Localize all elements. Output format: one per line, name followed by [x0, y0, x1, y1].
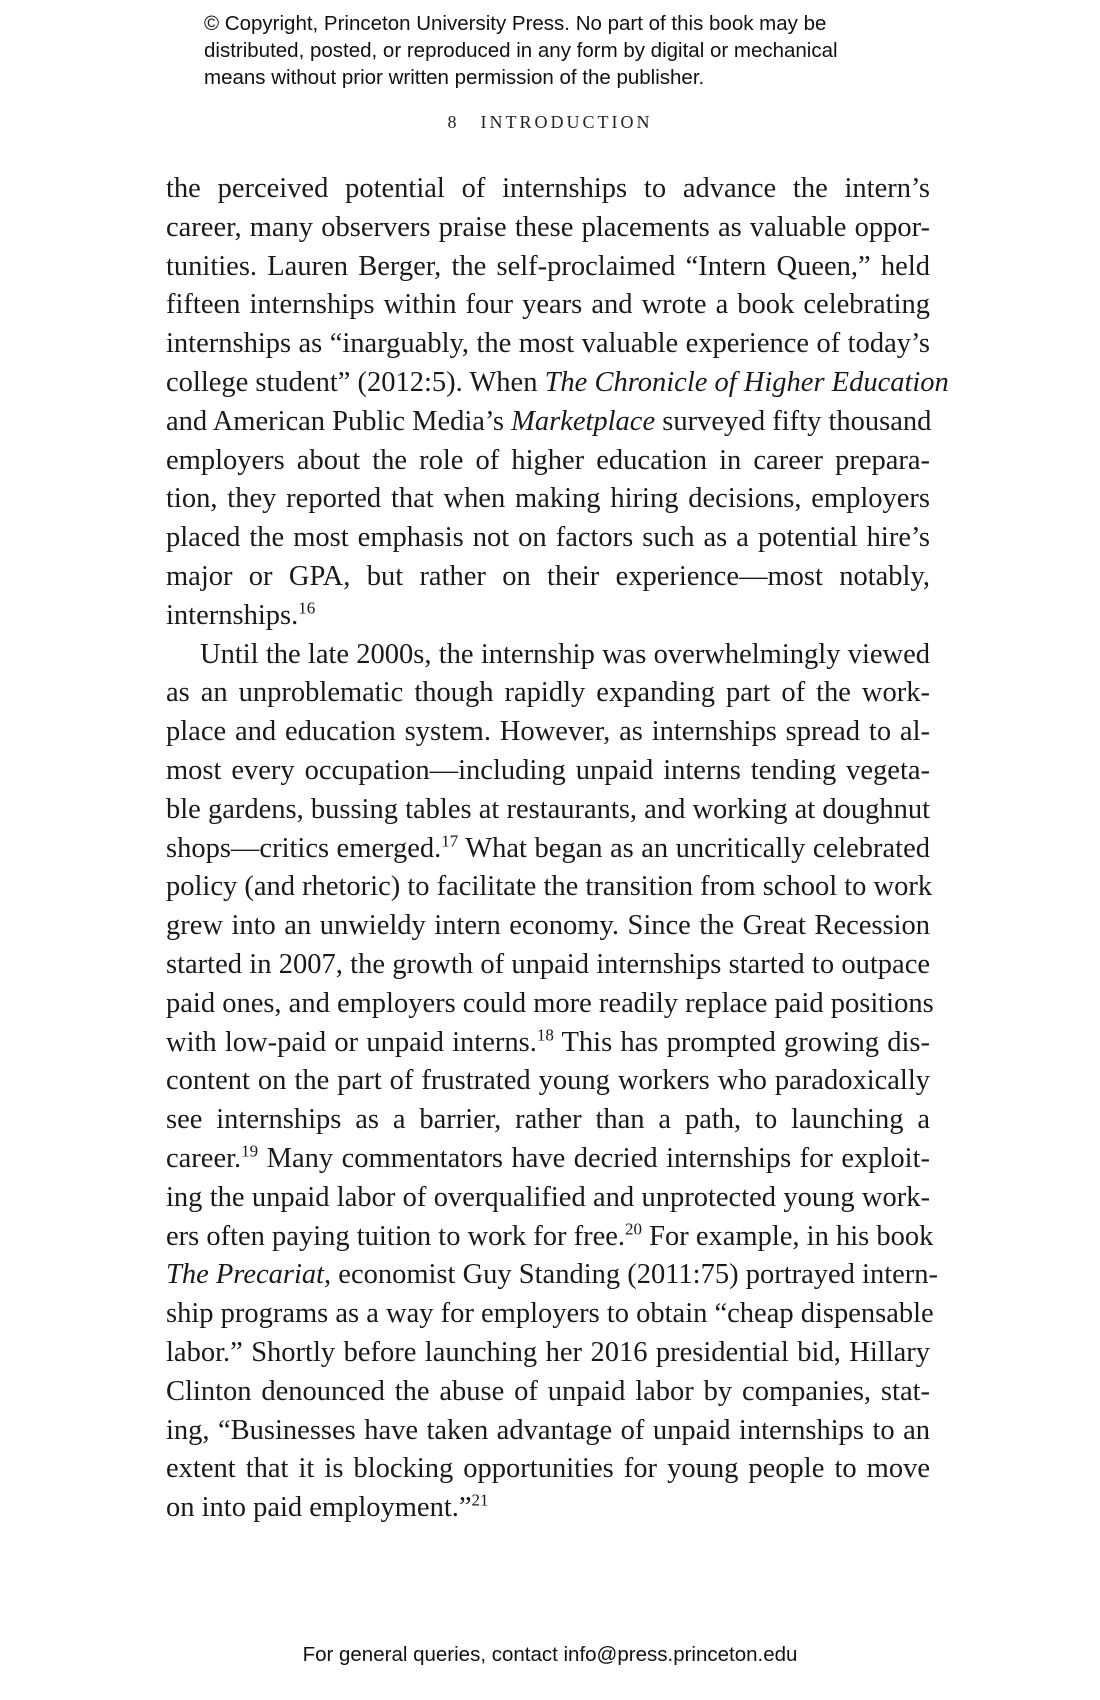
text-line: career, many observers praise these placements as valuable oppor-	[166, 211, 930, 243]
paragraph	[166, 170, 949, 636]
italic-title: Marketplace	[511, 405, 656, 437]
copyright-line: © Copyright, Princeton University Press. No part of this book may be	[204, 12, 827, 35]
body-text	[166, 170, 949, 1528]
text-line: started in 2007, the growth of unpaid internships started to outpace	[166, 948, 930, 980]
text-run: surveyed fifty thousand	[655, 405, 932, 437]
text-run: college student” (2012:5). When	[166, 366, 545, 398]
text-run: and American Public Media’s	[166, 405, 512, 437]
text-line	[166, 1256, 938, 1295]
footnote-ref: 20	[625, 1219, 643, 1239]
text-line: the perceived potential of internships to advance the intern’s	[166, 173, 930, 204]
footnote-ref: 16	[298, 598, 316, 618]
copyright-line: means without prior written permission of the publisher.	[204, 66, 705, 89]
italic-title: The Chronicle of Higher Education	[544, 366, 949, 398]
text-line: see internships as a barrier, rather than a path, to launching a	[166, 1104, 930, 1136]
text-run: on into paid employment.”	[166, 1492, 472, 1524]
text-line	[166, 1489, 930, 1528]
text-run: Many commentators have decried internships for exploit-	[258, 1142, 930, 1174]
text-line	[166, 403, 930, 442]
text-line: ship programs as a way for employers to obtain “cheap dispensable	[166, 1298, 934, 1330]
text-line: extent that it is blocking opportunities for young people to move	[166, 1453, 930, 1485]
text-line: ble gardens, bussing tables at restaurants, and working at doughnut	[166, 793, 930, 825]
text-line: content on the part of frustrated young workers who paradoxically	[166, 1065, 930, 1097]
paragraph	[166, 636, 938, 1528]
text-line: grew into an unwieldy intern economy. Since the Great Recession	[166, 910, 930, 942]
text-line: Clinton denounced the abuse of unpaid labor by companies, stat-	[166, 1375, 930, 1407]
text-run: with low-paid or unpaid interns.	[166, 1026, 537, 1058]
text-run: internships.	[166, 599, 299, 631]
text-run: ers often paying tuition to work for free.	[166, 1220, 626, 1252]
text-line: ing, “Businesses have taken advantage of unpaid internships to an	[166, 1414, 930, 1446]
footnote-ref: 17	[441, 831, 459, 851]
text-line	[166, 364, 949, 403]
text-line: labor.” Shortly before launching her 2016 presidential bid, Hillary	[166, 1336, 930, 1368]
text-run: For example, in his book	[642, 1220, 934, 1252]
text-line: policy (and rhetoric) to facilitate the transition from school to work	[166, 871, 933, 903]
copyright-line: distributed, posted, or reproduced in any form by digital or mechanical	[204, 39, 838, 62]
text-line: ing the unpaid labor of overqualified and unprotected young work-	[166, 1181, 930, 1213]
text-run: career.	[166, 1142, 242, 1174]
copyright-notice	[204, 10, 964, 91]
text-line: paid ones, and employers could more readily replace paid positions	[166, 987, 934, 1019]
text-line: fifteen internships within four years and wrote a book celebrating	[166, 289, 930, 321]
text-run: This has prompted growing dis-	[553, 1026, 930, 1058]
text-run: , economist Guy Standing (2011:75) portrayed intern-	[324, 1259, 938, 1291]
text-line: employers about the role of higher education in career prepara-	[166, 444, 930, 476]
text-line: place and education system. However, as internships spread to al-	[166, 716, 930, 748]
footer-contact: For general queries, contact info@press.princeton.edu	[302, 1643, 798, 1666]
footnote-ref: 21	[471, 1490, 489, 1510]
page-number: 8	[447, 112, 457, 132]
text-line: as an unproblematic though rapidly expanding part of the work-	[166, 677, 930, 709]
text-line: internships as “inarguably, the most valuable experience of today’s	[166, 328, 930, 360]
footnote-ref: 18	[536, 1025, 554, 1045]
text-line	[166, 1140, 930, 1179]
text-run: shops—critics emerged.	[166, 832, 442, 864]
text-line	[166, 830, 930, 869]
text-line: placed the most emphasis not on factors such as a potential hire’s	[166, 522, 930, 554]
italic-title: The Precariat	[166, 1259, 325, 1291]
text-line	[166, 1218, 934, 1257]
text-line: tunities. Lauren Berger, the self-proclaimed “Intern Queen,” held	[166, 250, 930, 282]
text-line: tion, they reported that when making hiring decisions, employers	[166, 483, 930, 515]
footnote-ref: 19	[241, 1141, 259, 1161]
text-line	[166, 1024, 930, 1063]
text-line: Until the late 2000s, the internship was overwhelmingly viewed	[200, 638, 930, 670]
text-line	[166, 597, 930, 636]
text-line: major or GPA, but rather on their experience—most notably,	[166, 560, 930, 592]
running-head	[0, 112, 1100, 133]
text-run: What began as an uncritically celebrated	[458, 832, 930, 864]
text-line: most every occupation—including unpaid interns tending vegeta-	[166, 754, 930, 786]
section-title: INTRODUCTION	[480, 112, 653, 132]
